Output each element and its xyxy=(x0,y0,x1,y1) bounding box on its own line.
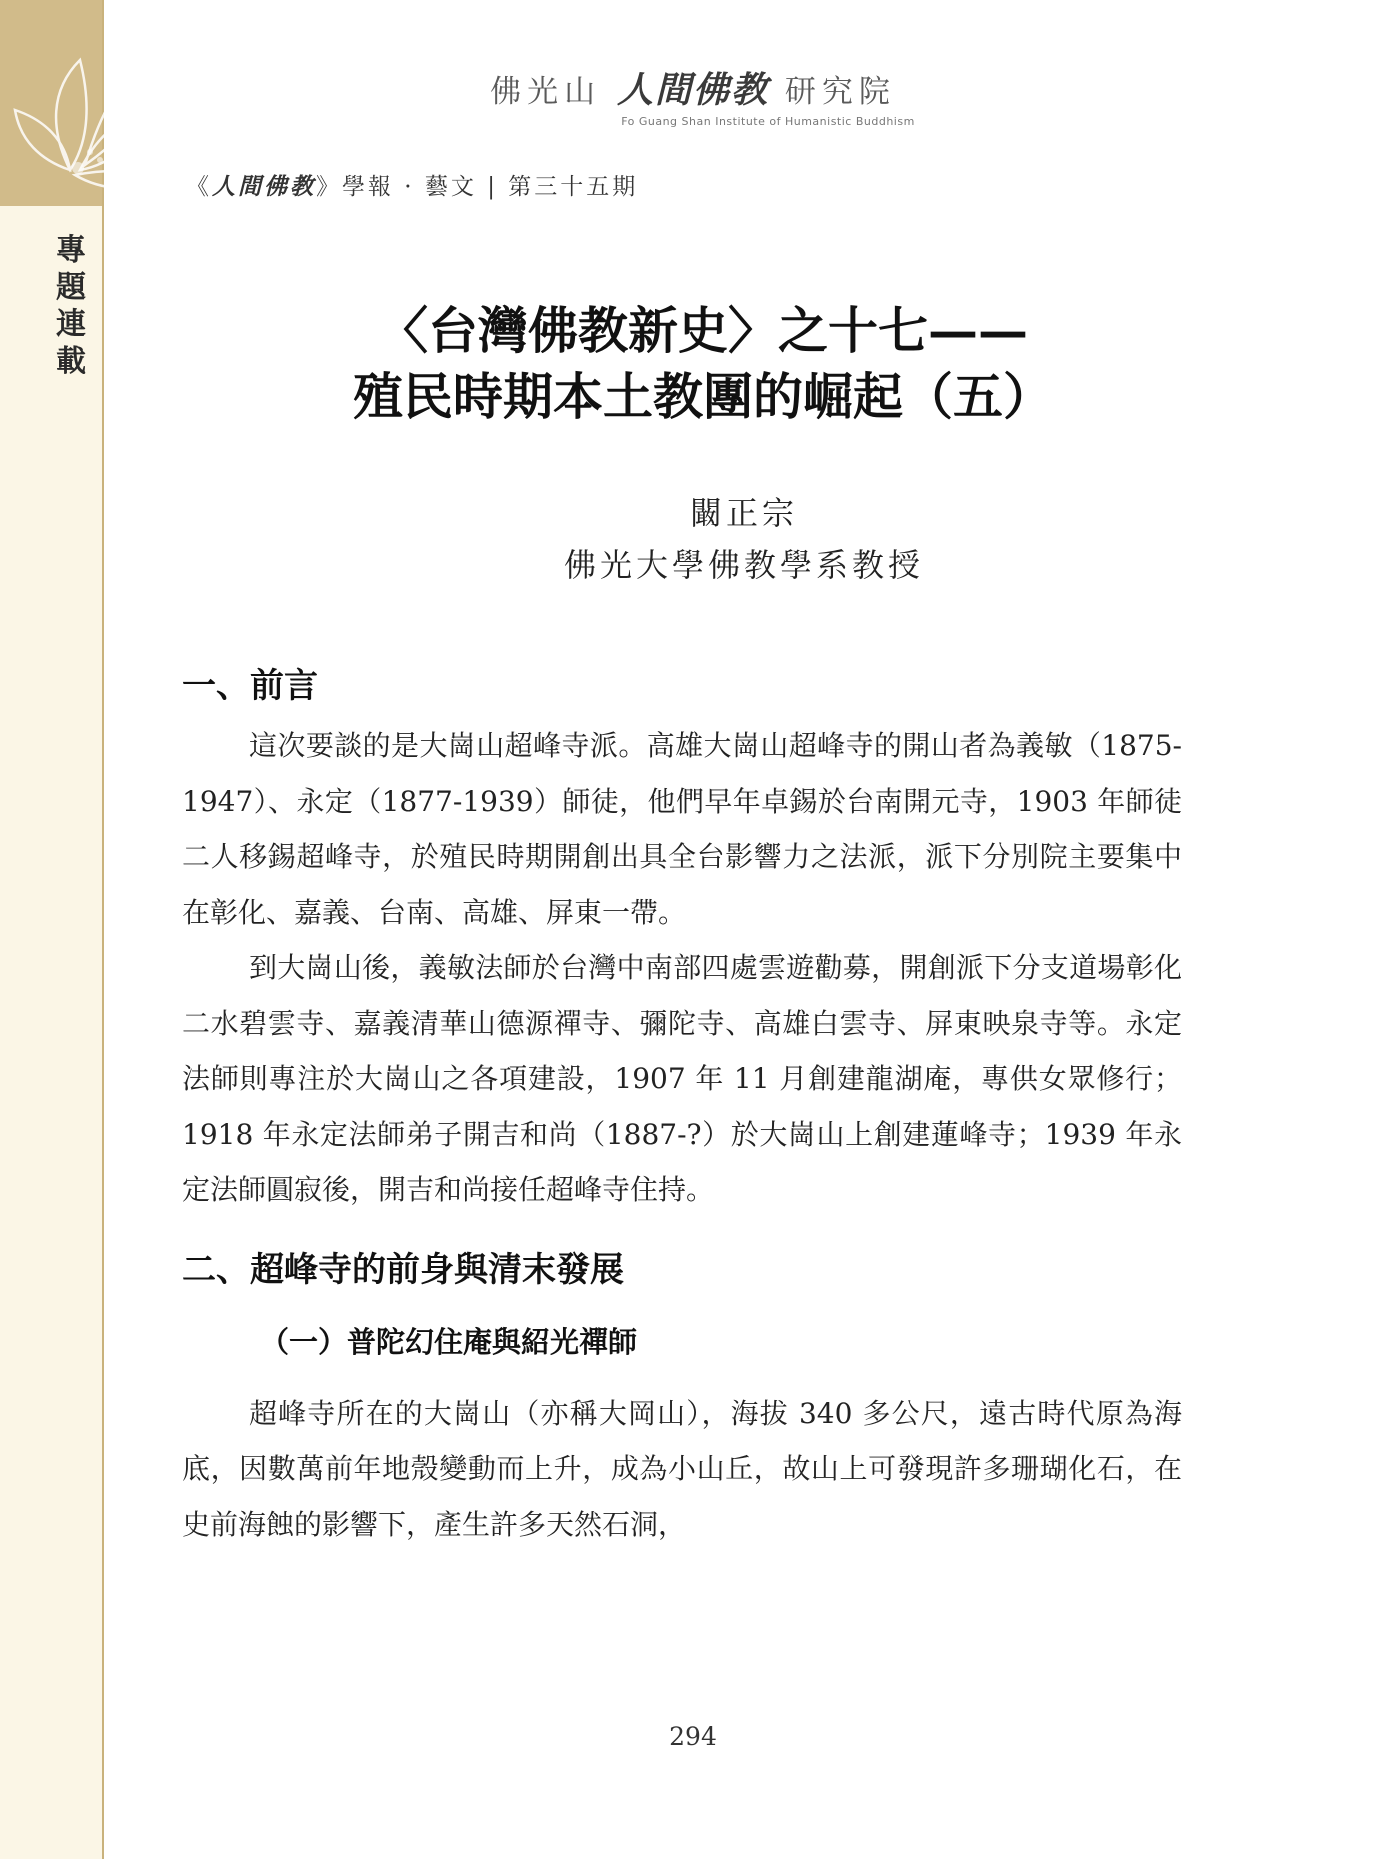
author-block xyxy=(102,487,1386,591)
page-number: 294 xyxy=(669,1722,717,1751)
journal-running-head xyxy=(186,168,638,201)
title-line-1: 〈台灣佛教新史〉之十七—— xyxy=(378,301,1028,360)
journal-open: 《 xyxy=(186,174,212,200)
institute-header xyxy=(0,62,1386,128)
side-strip xyxy=(0,206,102,1859)
section-heading: 二、超峰寺的前身與清末發展 xyxy=(182,1249,624,1290)
institute-script: 人間佛教 xyxy=(616,69,769,111)
section-heading: 一、前言 xyxy=(182,666,318,706)
article-body xyxy=(182,660,1182,1552)
paragraph: 超峰寺所在的大崗山（亦稱大岡山），海拔 340 多公尺，遠古時代原為海底，因數萬前年地殼變動而上升，成為小山丘，故山上可發現許多珊瑚化石，在史前海蝕的影響下，產生許多天然石洞， xyxy=(182,1396,1182,1541)
author-name: 闞正宗 xyxy=(689,494,798,532)
paragraph: 到大崗山後，義敏法師於台灣中南部四處雲遊勸募，開創派下分支道場彰化二水碧雲寺、嘉義清華山德源禪寺、彌陀寺、高雄白雲寺、屏東映泉寺等。永定法師則專注於大崗山之各項建設，1907 年 11 月創建龍湖庵，專供女眾修行；1918 年永定法師弟子開吉和尚（1887-?）於大崗山上創建蓮峰寺；1939 年永定法師圓寂後，開吉和尚接任超峰寺住持。 xyxy=(182,951,1182,1206)
institute-prefix: 佛光山 xyxy=(490,74,602,110)
institute-suffix: 研究院 xyxy=(784,74,896,110)
paragraph: 這次要談的是大崗山超峰寺派。高雄大崗山超峰寺的開山者為義敏（1875-1947）、永定（1877-1939）師徒，他們早年卓錫於台南開元寺，1903 年師徒二人移錫超峰寺，於殖民時期開創出具全台影響力之法派，派下分別院主要集中在彰化、嘉義、台南、高雄、屏東一帶。 xyxy=(182,729,1182,929)
author-affiliation: 佛光大學佛教學系教授 xyxy=(563,546,924,584)
section-tab: 專題連載 xyxy=(56,233,86,379)
subsection-heading: （一）普陀幻住庵與紹光禪師 xyxy=(260,1324,638,1359)
side-rule xyxy=(102,0,104,1859)
article-title xyxy=(130,298,1276,430)
institute-english-name: Fo Guang Shan Institute of Humanistic Buddhism xyxy=(621,115,915,128)
journal-script: 人間佛教 xyxy=(212,173,316,200)
journal-rest: 》學報 · 藝文 | 第三十五期 xyxy=(316,174,639,200)
institute-name xyxy=(0,62,1386,113)
title-line-2: 殖民時期本土教團的崛起（五） xyxy=(353,367,1053,426)
